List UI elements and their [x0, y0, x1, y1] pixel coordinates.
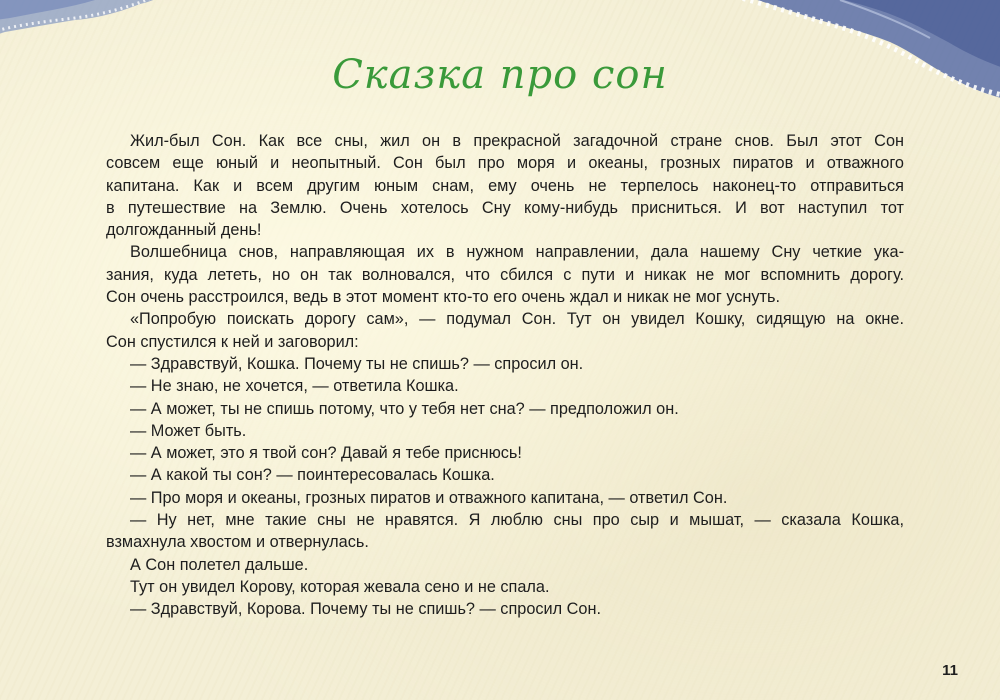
story-line: долгожданный день! — [106, 221, 262, 240]
page-number: 11 — [942, 662, 958, 679]
story-line: Сон очень расстроился, ведь в этот момент кто-то его очень ждал и никак не мог уснуть. — [106, 288, 781, 307]
story-line: А Сон полетел дальше. — [130, 555, 309, 574]
story-line: — Может быть. — [130, 421, 247, 440]
story-line: Волшебница снов, направляющая их в нужном направлении, дала нашему Сну четкие ука- — [130, 243, 904, 262]
story-line: Тут он увидел Корову, которая жевала сено и не спала. — [130, 577, 550, 596]
story-line: «Попробую поискать дорогу сам», — подумал Сон. Тут он увидел Кошку, сидящую на окне. — [130, 310, 904, 329]
story-line: — Про моря и океаны, грозных пиратов и отважного капитана, — ответил Сон. — [130, 488, 728, 507]
story-line: в путешествие на Землю. Очень хотелось Сну кому-нибудь присниться. И вот наступил тот — [106, 198, 904, 217]
story-line: Сон спустился к ней и заговорил: — [106, 332, 359, 351]
story-line: — А может, это я твой сон? Давай я тебе приснюсь! — [130, 444, 522, 463]
story-title: Сказка про сон — [332, 52, 668, 98]
story-line: — А может, ты не спишь потому, что у тебя нет сна? — предположил он. — [130, 399, 679, 418]
story-line: — Здравствуй, Корова. Почему ты не спишь? — спросил Сон. — [130, 600, 601, 619]
story-line: — Ну нет, мне такие сны не нравятся. Я люблю сны про сыр и мышат, — сказала Кошка, — [130, 511, 904, 530]
story-line: зания, куда лететь, но он так волновался, что сбился с пути и никак не мог вспомнить дорогу. — [106, 265, 904, 284]
story-text — [106, 130, 904, 621]
story-line: — Здравствуй, Кошка. Почему ты не спишь? — спросил он. — [130, 354, 584, 373]
story-line: совсем еще юный и неопытный. Сон был про моря и океаны, грозных пиратов и отважного — [106, 154, 904, 173]
corner-decoration-left — [0, 0, 190, 50]
story-line: — Не знаю, не хочется, — ответила Кошка. — [130, 377, 459, 396]
story-line: Жил-был Сон. Как все сны, жил он в прекрасной загадочной стране снов. Был этот Сон — [130, 132, 904, 150]
story-line: капитана. Как и всем другим юным снам, ему очень не терпелось наконец-то отправиться — [106, 176, 904, 195]
story-line: — А какой ты сон? — поинтересовалась Кошка. — [130, 466, 495, 485]
story-line: взмахнула хвостом и отвернулась. — [106, 533, 369, 552]
